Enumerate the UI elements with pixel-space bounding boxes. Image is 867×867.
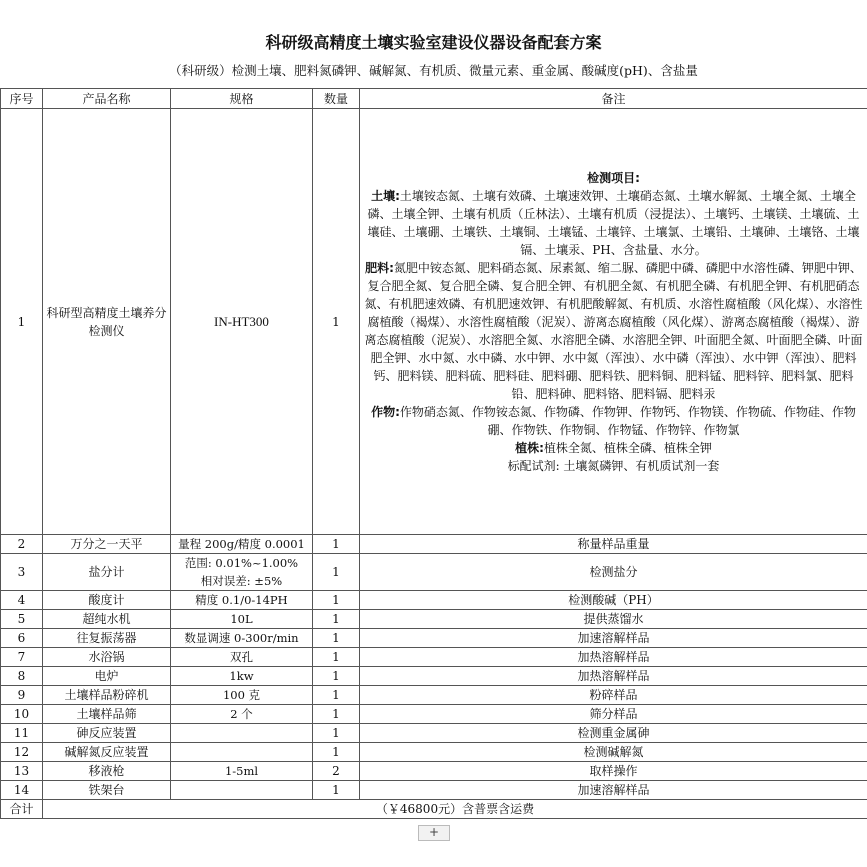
row-spec: 精度 0.1/0-14PH [171,591,313,610]
table-row [1,109,867,535]
row-product-name: 砷反应装置 [43,724,171,743]
row-qty: 1 [313,629,360,648]
total-row [1,800,867,819]
table-row [1,554,867,591]
row-no: 11 [1,724,43,743]
row-no: 9 [1,686,43,705]
header-qty: 数量 [313,89,360,109]
row-product-name: 电炉 [43,667,171,686]
row-note: 检测碱解氮 [360,743,867,762]
equipment-table [0,88,867,819]
row-product-name: 铁架台 [43,781,171,800]
row-qty: 1 [313,591,360,610]
header-name: 产品名称 [43,89,171,109]
row-qty: 1 [313,667,360,686]
row-no: 1 [1,109,43,535]
row-spec: 1kw [171,667,313,686]
table-row [1,686,867,705]
crop-label: 作物: [371,404,400,419]
row-no: 10 [1,705,43,724]
row-no: 12 [1,743,43,762]
row-note: 筛分样品 [360,705,867,724]
row-no: 14 [1,781,43,800]
crop-items: 作物硝态氮、作物铵态氮、作物磷、作物钾、作物钙、作物镁、作物硫、作物硅、作物硼、作物铁、作物铜、作物锰、作物锌、作物氯 [399,404,856,437]
row-note: 加热溶解样品 [360,648,867,667]
row-note: 提供蒸馏水 [360,610,867,629]
row-note: 检测重金属砷 [360,724,867,743]
soil-label: 土壤: [371,188,400,203]
row-no: 7 [1,648,43,667]
header-spec: 规格 [171,89,313,109]
row-note: 加速溶解样品 [360,781,867,800]
row-no: 13 [1,762,43,781]
table-row [1,781,867,800]
spec-range: 范围: 0.01%~1.00% [184,556,299,570]
spec-error: 相对误差: ±5% [200,574,283,588]
row-spec: 1-5ml [171,762,313,781]
table-row [1,535,867,554]
row-note: 称量样品重量 [360,535,867,554]
document-subtitle: （科研级）检测土壤、肥料氮磷钾、碱解氮、有机质、微量元素、重金属、酸碱度(pH)、含盐量 [169,63,698,78]
table-row [1,648,867,667]
row-spec: 100 克 [171,686,313,705]
row-qty: 1 [313,610,360,629]
row-spec [171,781,313,800]
row-note: 检测酸碱（PH） [360,591,867,610]
row-note: 加热溶解样品 [360,667,867,686]
table-row [1,724,867,743]
row-product-name: 万分之一天平 [43,535,171,554]
row-spec: 数显调速 0-300r/min [171,629,313,648]
plant-items: 植株全氮、植株全磷、植株全钾 [543,440,712,455]
row-spec: 双孔 [171,648,313,667]
total-label: 合计 [1,800,43,819]
table-row [1,762,867,781]
row-product-name: 盐分计 [43,554,171,591]
table-row [1,667,867,686]
row-no: 3 [1,554,43,591]
row-qty: 1 [313,648,360,667]
row-qty: 2 [313,762,360,781]
row-no: 6 [1,629,43,648]
row-notes-detail [360,109,867,535]
row-product-name: 酸度计 [43,591,171,610]
table-row [1,610,867,629]
row-spec [171,724,313,743]
standard-reagent: 标配试剂: 土壤氮磷钾、有机质试剂一套 [507,458,720,473]
row-spec: IN-HT300 [171,109,313,535]
soil-items: 土壤铵态氮、土壤有效磷、土壤速效钾、土壤硝态氮、土壤水解氮、土壤全氮、土壤全磷、土壤全钾、土壤有机质（丘林法）、土壤有机质（浸提法）、土壤钙、土壤镁、土壤硫、土壤硅、土壤硼、土壤铁、土壤铜、土壤锰、土壤锌、土壤氯、土壤铅、土壤砷、土壤铬、土壤镉、土壤汞、PH、含盐量、水分。 [367,188,860,257]
fertilizer-items: 氮肥中铵态氮、肥料硝态氮、尿素氮、缩二脲、磷肥中磷、磷肥中水溶性磷、钾肥中钾、复合肥全氮、复合肥全磷、复合肥全钾、有机肥全氮、有机肥全磷、有机肥全钾、有机肥硝态氮、有机肥速效磷、有机肥速效钾、有机肥酸解氮、有机质、水溶性腐植酸（风化煤）、水溶性腐植酸（褐煤）、水溶性腐植酸（泥炭）、游离态腐植酸（风化煤）、游离态腐植酸（褐煤）、游离态腐植酸（泥炭）、水溶肥全氮、水溶肥全磷、水溶肥全钾、叶面肥全氮、叶面肥全磷、叶面肥全钾、水中氮、水中磷、水中钾、水中氮（浑浊）、水中磷（浑浊）、水中钾（浑浊）、肥料钙、肥料镁、肥料硫、肥料硅、肥料硼、肥料铁、肥料铜、肥料锰、肥料锌、肥料氯、肥料铅、肥料砷、肥料铬、肥料镉、肥料汞 [364,260,863,401]
row-product-name: 碱解氮反应装置 [43,743,171,762]
row-qty: 1 [313,724,360,743]
row-product-name: 超纯水机 [43,610,171,629]
row-product-name: 土壤样品筛 [43,705,171,724]
plant-label: 植株: [515,440,544,455]
row-note: 检测盐分 [360,554,867,591]
row-note: 加速溶解样品 [360,629,867,648]
header-notes: 备注 [360,89,867,109]
row-spec [171,743,313,762]
add-sheet-button[interactable]: + [418,825,450,841]
table-header-row [1,89,867,109]
header-no: 序号 [1,89,43,109]
row-spec: 2 个 [171,705,313,724]
row-no: 8 [1,667,43,686]
row-note: 取样操作 [360,762,867,781]
row-product-name: 往复振荡器 [43,629,171,648]
row-qty: 1 [313,743,360,762]
row-qty: 1 [313,554,360,591]
row-product-name: 土壤样品粉碎机 [43,686,171,705]
table-row [1,591,867,610]
table-row [1,629,867,648]
row-qty: 1 [313,535,360,554]
row-no: 5 [1,610,43,629]
row-note: 粉碎样品 [360,686,867,705]
row-qty: 1 [313,686,360,705]
table-row [1,743,867,762]
row-no: 4 [1,591,43,610]
row-qty: 1 [313,109,360,535]
row-spec: 量程 200g/精度 0.0001 [171,535,313,554]
row-qty: 1 [313,781,360,800]
row-qty: 1 [313,705,360,724]
detection-items-heading: 检测项目: [587,170,640,185]
row-product-name: 移液枪 [43,762,171,781]
row-product-name: 科研型高精度土壤养分检测仪 [43,109,171,535]
row-product-name: 水浴锅 [43,648,171,667]
row-spec [171,554,313,591]
row-no: 2 [1,535,43,554]
table-row [1,705,867,724]
total-value: （￥46800元）含普票含运费 [43,800,867,819]
document-title: 科研级高精度土壤实验室建设仪器设备配套方案 [265,33,602,52]
row-spec: 10L [171,610,313,629]
fertilizer-label: 肥料: [365,260,394,275]
